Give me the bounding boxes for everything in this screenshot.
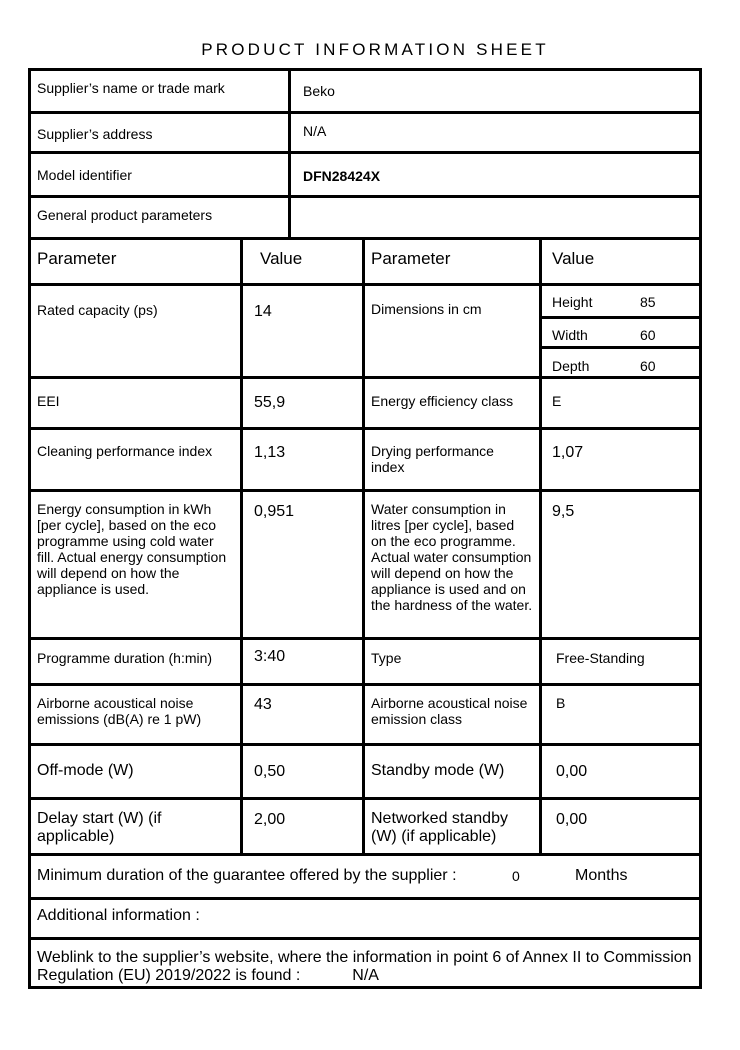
height-value: 85 xyxy=(640,294,656,310)
height-label: Height xyxy=(552,294,593,310)
row-divider xyxy=(28,283,702,286)
energy-consumption-value: 0,951 xyxy=(254,503,295,520)
row-divider xyxy=(28,637,702,640)
energy-class-value: E xyxy=(552,393,562,409)
off-mode-label: Off-mode (W) xyxy=(37,762,134,779)
guarantee-label: Minimum duration of the guarantee offered by the supplier : xyxy=(37,867,457,884)
guarantee-unit: Months xyxy=(575,867,628,884)
header-parameter: Parameter xyxy=(371,249,451,268)
supplier-name-label: Supplier’s name or trade mark xyxy=(37,80,225,96)
row-divider xyxy=(28,937,702,940)
row-divider xyxy=(28,897,702,900)
row-divider xyxy=(28,683,702,686)
row-divider xyxy=(28,489,702,492)
table-border xyxy=(28,68,31,989)
drying-index-label: Drying performance index xyxy=(371,443,494,475)
delay-start-value: 2,00 xyxy=(254,811,286,828)
row-divider xyxy=(28,111,702,114)
column-divider xyxy=(240,237,243,856)
header-value: Value xyxy=(552,249,595,268)
supplier-address-label: Supplier’s address xyxy=(37,126,153,142)
weblink-label xyxy=(37,949,697,985)
weblink-label-text: Weblink to the supplier’s website, where the information in point 6 of Annex II to Commission Regulation (EU) 2019/2022 is found : xyxy=(37,949,692,984)
networked-standby-label: Networked standby (W) (if applicable) xyxy=(371,810,508,845)
header-value: Value xyxy=(260,249,303,268)
dimensions-label: Dimensions in cm xyxy=(371,301,482,317)
delay-start-label: Delay start (W) (if applicable) xyxy=(37,810,162,845)
noise-emissions-value: 43 xyxy=(254,696,272,713)
table-border xyxy=(28,986,702,989)
row-divider xyxy=(28,797,702,800)
row-divider xyxy=(28,195,702,198)
additional-information-label: Additional information : xyxy=(37,907,200,924)
row-divider xyxy=(28,376,702,379)
depth-value: 60 xyxy=(640,358,656,374)
table-border xyxy=(28,68,702,71)
width-value: 60 xyxy=(640,327,656,343)
networked-standby-value: 0,00 xyxy=(556,811,588,828)
standby-label: Standby mode (W) xyxy=(371,762,505,779)
weblink-value: N/A xyxy=(352,967,379,984)
guarantee-value: 0 xyxy=(512,868,520,884)
programme-duration-value: 3:40 xyxy=(254,648,286,665)
noise-class-label: Airborne acoustical noise emission class xyxy=(371,695,528,727)
page-title: PRODUCT INFORMATION SHEET xyxy=(201,40,549,59)
water-consumption-value: 9,5 xyxy=(552,503,575,520)
model-identifier-label: Model identifier xyxy=(37,167,132,183)
table-border xyxy=(699,68,702,989)
rated-capacity-label: Rated capacity (ps) xyxy=(37,302,158,318)
row-divider xyxy=(541,346,702,349)
column-divider xyxy=(288,68,291,240)
column-divider xyxy=(539,237,542,856)
row-divider xyxy=(28,151,702,154)
type-value: Free-Standing xyxy=(556,650,645,666)
type-label: Type xyxy=(371,650,402,666)
supplier-address-value: N/A xyxy=(303,123,327,139)
general-parameters-label: General product parameters xyxy=(37,207,213,223)
energy-class-label: Energy efficiency class xyxy=(371,393,514,409)
depth-label: Depth xyxy=(552,358,590,374)
off-mode-value: 0,50 xyxy=(254,763,286,780)
model-identifier-value: DFN28424X xyxy=(303,168,381,184)
programme-duration-label: Programme duration (h:min) xyxy=(37,650,213,666)
row-divider xyxy=(28,237,702,240)
eei-label: EEI xyxy=(37,393,60,409)
cleaning-index-label: Cleaning performance index xyxy=(37,443,213,459)
supplier-name-value: Beko xyxy=(303,83,335,99)
row-divider xyxy=(28,427,702,430)
noise-emissions-label: Airborne acoustical noise emissions (dB(A) re 1 pW) xyxy=(37,695,202,727)
row-divider xyxy=(28,743,702,746)
header-parameter: Parameter xyxy=(37,249,117,268)
standby-value: 0,00 xyxy=(556,763,588,780)
cleaning-index-value: 1,13 xyxy=(254,444,286,461)
rated-capacity-value: 14 xyxy=(254,303,272,320)
drying-index-value: 1,07 xyxy=(552,444,584,461)
width-label: Width xyxy=(552,327,588,343)
noise-class-value: B xyxy=(556,695,566,711)
water-consumption-label: Water consumption in litres [per cycle], based on the eco programme. Actual water consumption will depend on how the appliance is used and on the hardness of the water. xyxy=(371,501,533,613)
row-divider xyxy=(541,316,702,319)
energy-consumption-label: Energy consumption in kWh [per cycle], based on the eco programme using cold water fill. Actual energy consumption will depend on how the appliance is used. xyxy=(37,501,227,597)
row-divider xyxy=(28,853,702,856)
eei-value: 55,9 xyxy=(254,394,286,411)
column-divider xyxy=(362,237,365,856)
